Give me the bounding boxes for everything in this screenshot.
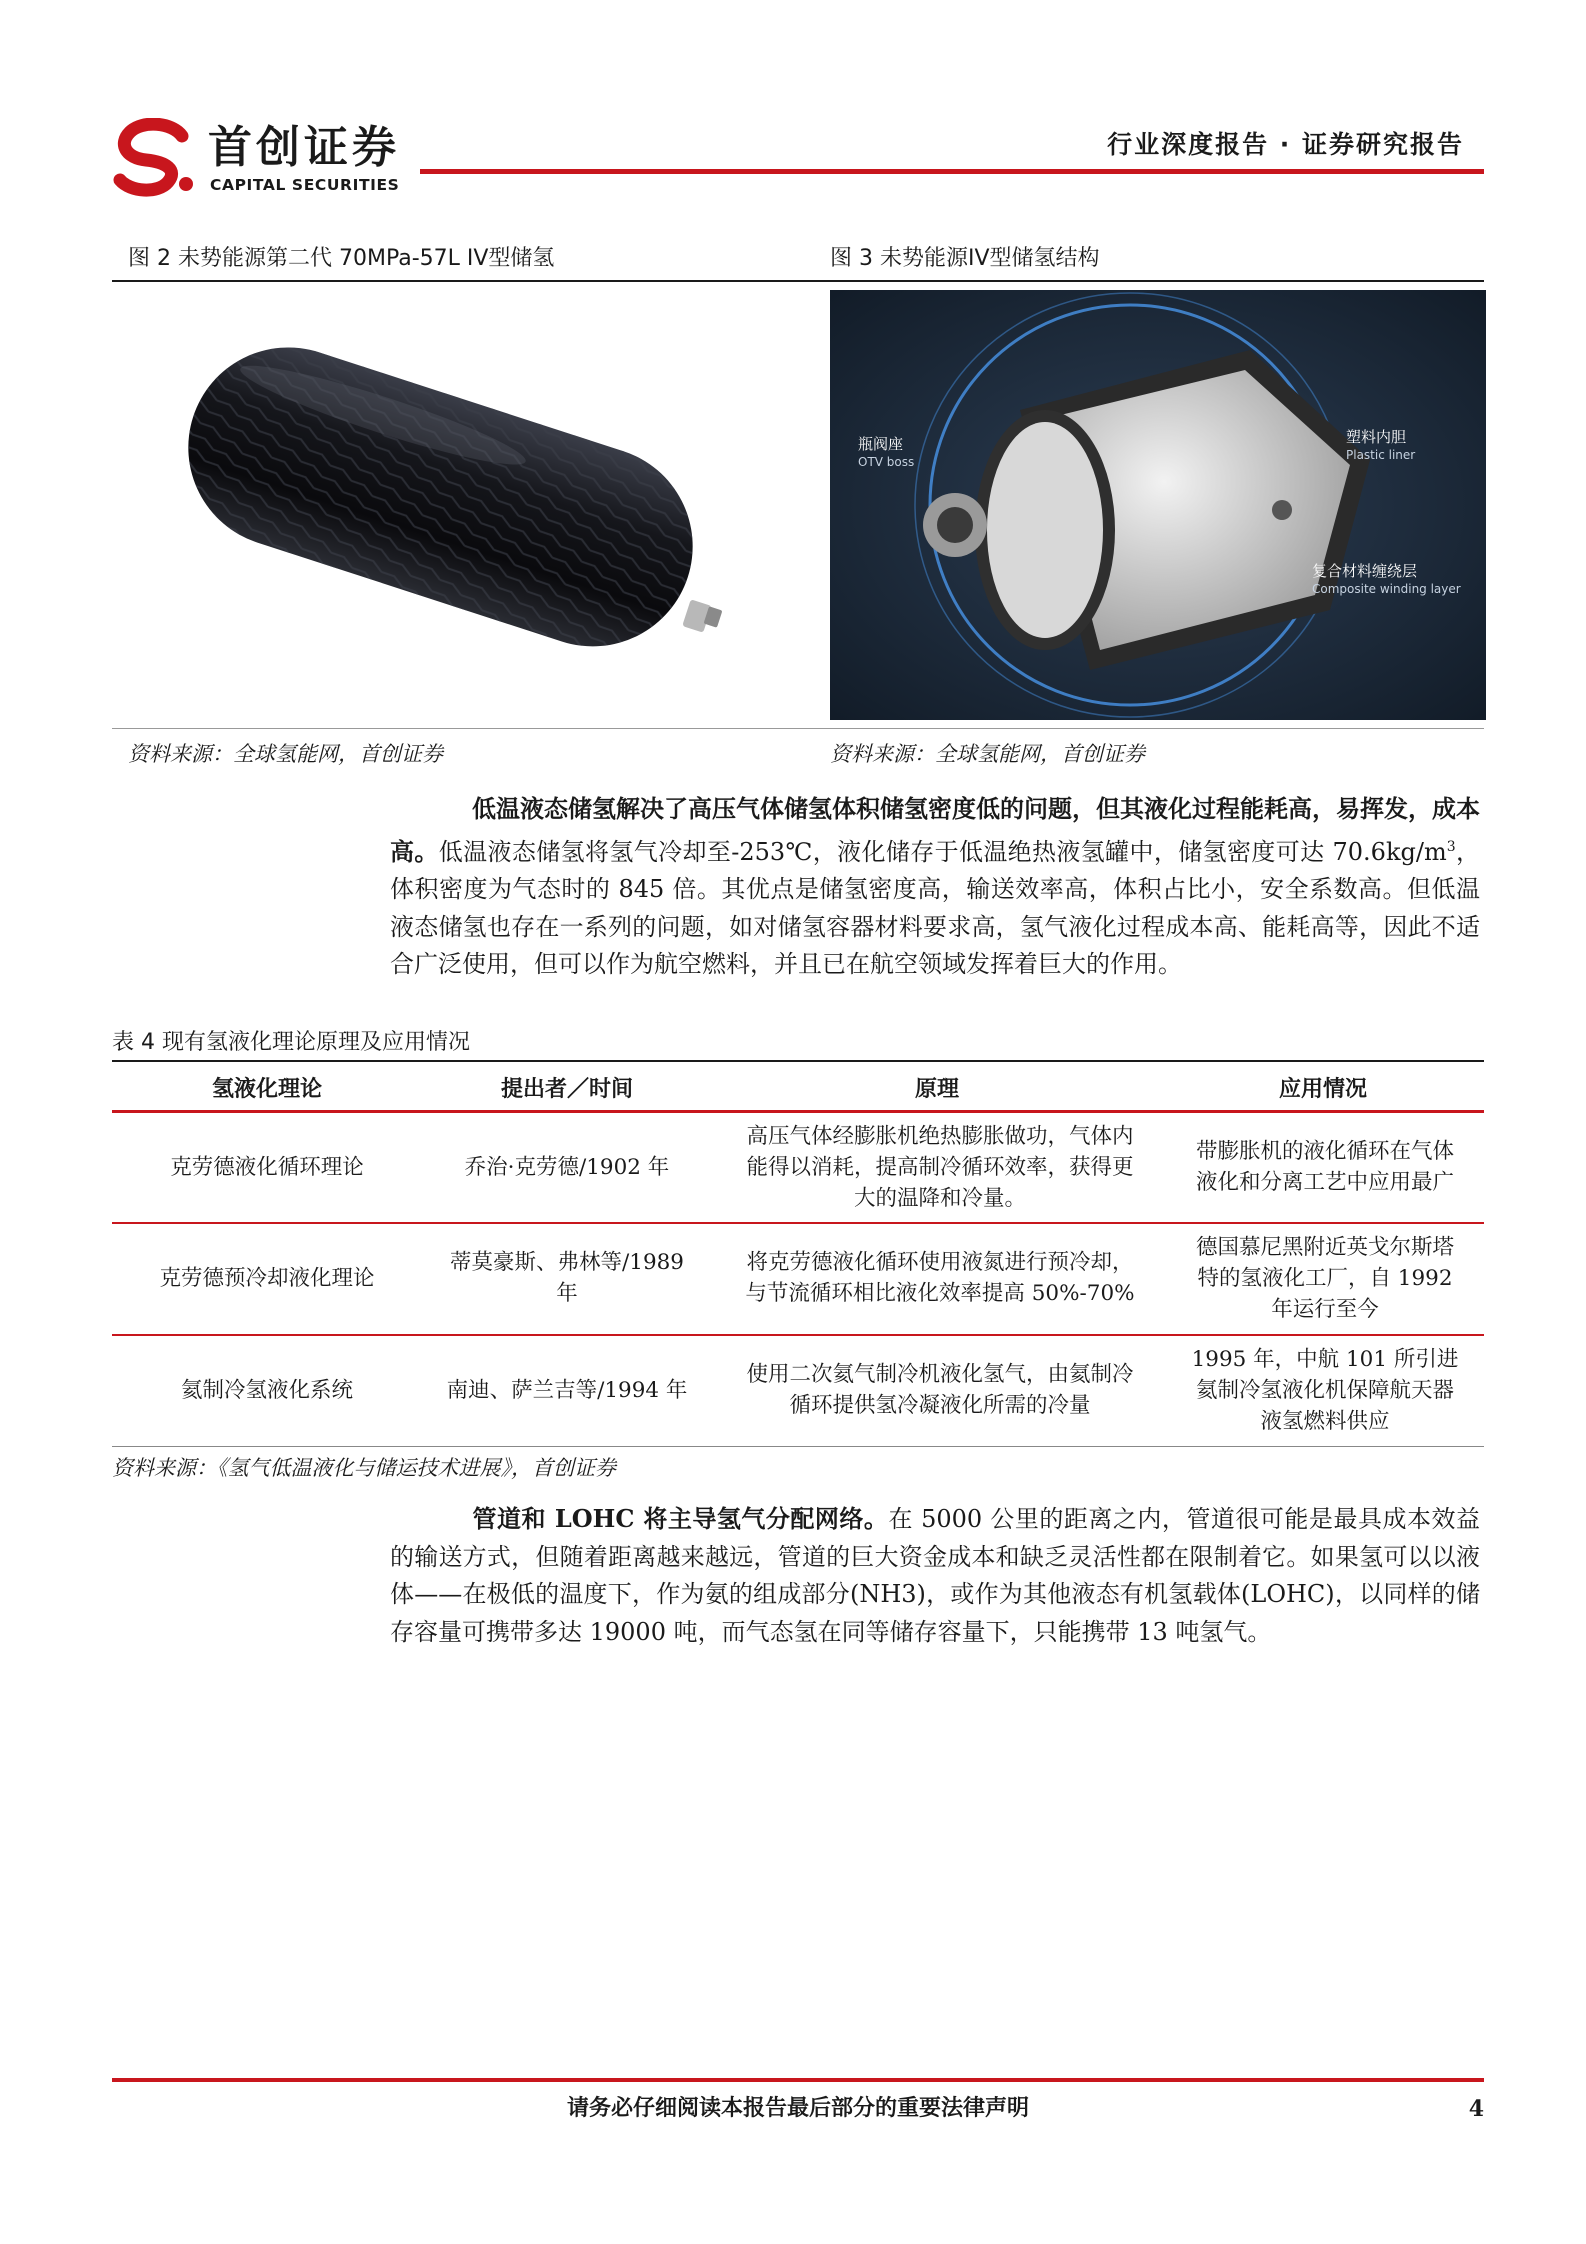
table-row-3-theory: 氦制冷氢液化系统 [180, 1377, 353, 1403]
paragraph-lead: 管道和 LOHC 将主导氢气分配网络。 [472, 1504, 889, 1533]
table-row-1-principle: 高压气体经膨胀机绝热膨胀做功，气体内能得以消耗，提高制冷循环效率，获得更大的温降和冷量。 [746, 1123, 1134, 1211]
table-row-3-principle: 使用二次氦气制冷机液化氢气，由氦制冷循环提供氢冷凝液化所需的冷量 [746, 1362, 1134, 1418]
table-row-1-theory: 克劳德液化循环理论 [170, 1154, 364, 1180]
figure-3-caption: 图 3 未势能源IV型储氢结构 [830, 246, 1100, 271]
paragraph-pipeline-lohc: 管道和 LOHC 将主导氢气分配网络。在 5000 公里的距离之内，管道很可能是最具成本效益的输送方式，但随着距离越来越远，管道的巨大资金成本和缺乏灵活性都在限制着它。如果氢可以以液体——在极低的温度下，作为氨的组成部分(NH3)，或作为其他液态有机氢载体(LOHC)，以同样的储存容量可携带多达 19000 吨，而气态氢在同等储存容量下，只能携带 13 吨氢气。 [390, 1504, 1480, 1646]
figure-top-rule [112, 280, 1484, 282]
figure-2-source: 资料来源：全球氢能网，首创证券 [128, 742, 443, 766]
table-header-application: 应用情况 [1278, 1075, 1367, 1102]
composite-layer-label: 复合材料缠绕层 Composite winding layer [1312, 562, 1461, 596]
table-row-3-proposer: 南迪、萨兰吉等/1994 年 [446, 1377, 688, 1403]
table-header-principle: 原理 [914, 1075, 959, 1102]
company-logo-icon [112, 118, 198, 198]
page-number: 4 [1468, 2096, 1484, 2122]
paragraph-liquid-hydrogen: 低温液态储氢解决了高压气体储氢体积储氢密度低的问题，但其液化过程能耗高，易挥发，成本高。低温液态储氢将氢气冷却至-253℃，液化储存于低温绝热液氢罐中，储氢密度可达 $70.6kg/m^3$，体积密度为气态时的 845 倍。其优点是储氢密度高，输送效率高，体积占比小，安全系数高。但低温液态储氢也存在一系列的问题，如对储氢容器材料要求高，氢气液化过程成本高、能耗高等，因此不适合广泛使用，但可以作为航空燃料，并且已在航空领域发挥着巨大的作用。 [390, 794, 1480, 978]
table-row-2-theory: 克劳德预冷却液化理论 [159, 1265, 375, 1291]
table-bottom-rule [112, 1446, 1484, 1447]
plastic-liner-label: 塑料内胆 Plastic liner [1346, 428, 1416, 462]
paragraph-lead: 低温液态储氢解决了高压气体储氢体积储氢密度低的问题，但其液化过程能耗高，易挥发，成本高。 [390, 794, 1480, 866]
table-header-theory: 氢液化理论 [211, 1075, 322, 1102]
footer-divider [112, 2078, 1484, 2082]
table-row-1-application: 带膨胀机的液化循环在气体液化和分离工艺中应用最广 [1195, 1139, 1454, 1195]
table-row-2-principle: 将克劳德液化循环使用液氮进行预冷却，与节流循环相比液化效率提高 50%-70% [745, 1250, 1135, 1306]
otv-boss-label: 瓶阀座 OTV boss [858, 435, 915, 469]
tank-structure-image [830, 290, 1486, 720]
figure-bottom-rule [112, 728, 1484, 729]
table-header-proposer: 提出者／时间 [500, 1075, 633, 1102]
table-row-2-proposer: 蒂莫豪斯、弗林等/1989 年 [450, 1250, 684, 1306]
table-row-3-application: 1995 年，中航 101 所引进氦制冷氢液化机保障航天器液氢燃料供应 [1191, 1346, 1459, 1434]
logo-english-name: CAPITAL SECURITIES [210, 176, 400, 194]
report-type: 行业深度报告 · 证券研究报告 [1107, 130, 1464, 159]
table-4-source: 资料来源：《氢气低温液化与储运技术进展》，首创证券 [112, 1456, 616, 1480]
hydrogen-tank-image [160, 340, 740, 660]
table-row-2-application: 德国慕尼黑附近英戈尔斯塔特的氢液化工厂，自 1992 年运行至今 [1195, 1234, 1454, 1322]
figure-3-source: 资料来源：全球氢能网，首创证券 [830, 742, 1145, 766]
table-row-1-proposer: 乔治·克劳德/1902 年 [464, 1154, 670, 1180]
logo-chinese-name: 首创证券 [208, 122, 400, 173]
figure-2-caption: 图 2 未势能源第二代 70MPa-57L IV型储氢 [128, 246, 555, 271]
legal-notice: 请务必仔细阅读本报告最后部分的重要法律声明 [566, 2096, 1029, 2121]
header-divider [420, 169, 1484, 174]
table-4-caption: 表 4 现有氢液化理论原理及应用情况 [112, 1030, 470, 1055]
